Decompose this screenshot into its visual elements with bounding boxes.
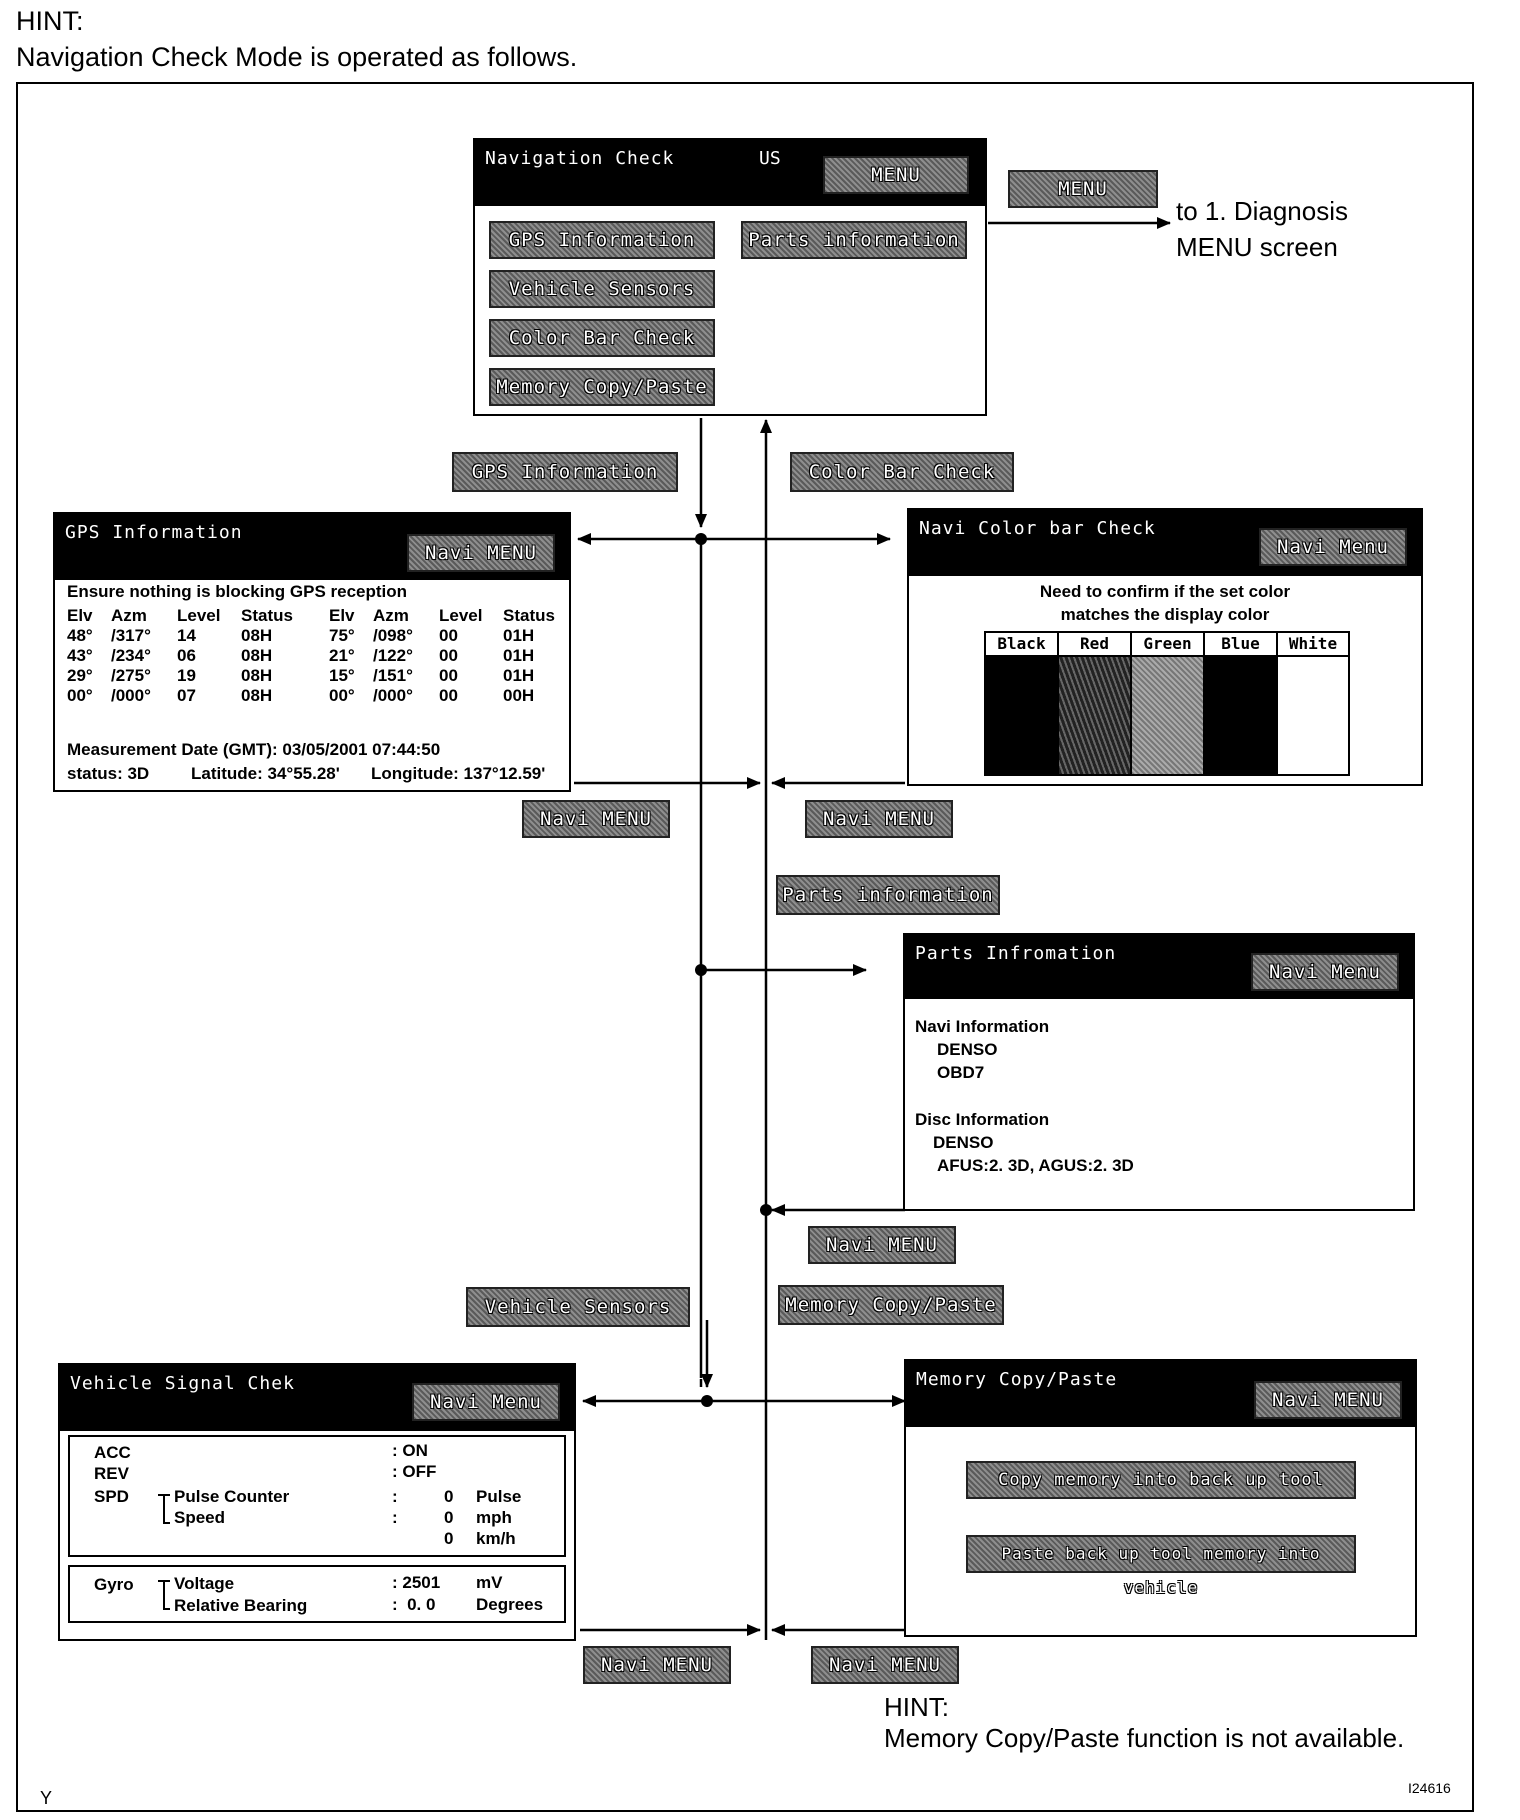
col-header: Status — [241, 606, 293, 625]
cell: 21° — [329, 646, 355, 665]
navi-info-code: OBD7 — [937, 1063, 985, 1082]
color-note-line2: matches the display color — [1060, 605, 1270, 624]
table-row — [63, 686, 559, 706]
signal-box — [68, 1435, 566, 1557]
flow-label-parts-information[interactable]: Parts information — [776, 875, 1000, 915]
hint-label: HINT: — [884, 1692, 949, 1722]
vehicle-sensors-button[interactable]: Vehicle Sensors — [489, 270, 715, 308]
cell: /122° — [373, 646, 413, 665]
pulse-colon: : — [392, 1487, 398, 1506]
table-row — [63, 646, 559, 666]
rev-label: REV — [94, 1464, 129, 1483]
parts-info-body — [915, 1015, 1134, 1177]
col-header: Elv — [67, 606, 93, 625]
screen-title: Parts Infromation — [915, 943, 1117, 964]
flow-label-navi-menu-parts[interactable]: Navi MENU — [808, 1226, 956, 1264]
navi-menu-button[interactable]: Navi MENU — [1254, 1381, 1402, 1419]
cell: 19 — [177, 666, 196, 685]
cell: 00H — [503, 686, 535, 705]
bearing-value: : 0. 0 — [392, 1595, 436, 1614]
cell: 08H — [241, 686, 273, 705]
screen-title: Navi Color bar Check — [919, 518, 1156, 539]
col-header: Level — [439, 606, 483, 625]
menu-target-line2: MENU screen — [1176, 232, 1338, 262]
cell: 43° — [67, 646, 93, 665]
screen-header — [909, 510, 1421, 576]
color-label-black: Black — [986, 633, 1059, 657]
gps-longitude: Longitude: 137°12.59' — [371, 764, 546, 783]
junction-dot — [760, 1204, 772, 1216]
col-header: Elv — [329, 606, 355, 625]
gps-information-button[interactable]: GPS Information — [489, 221, 715, 259]
screen-header — [906, 1361, 1415, 1427]
paste-memory-button[interactable]: Paste back up tool memory into vehicle — [966, 1535, 1356, 1573]
flow-menu-button[interactable]: MENU — [1008, 170, 1158, 208]
disc-info-version: AFUS:2. 3D, AGUS:2. 3D — [937, 1156, 1134, 1175]
screen-header — [60, 1365, 574, 1431]
cell: 14 — [177, 626, 196, 645]
color-swatch-green — [1132, 657, 1205, 774]
color-label-blue: Blue — [1205, 633, 1278, 657]
cell: 75° — [329, 626, 355, 645]
flow-label-color-bar-check[interactable]: Color Bar Check — [790, 452, 1014, 492]
hint-text: Memory Copy/Paste function is not available. — [884, 1723, 1405, 1753]
bracket-icon — [156, 1579, 172, 1613]
voltage-value: : 2501 — [392, 1573, 441, 1592]
gps-information-screen — [53, 512, 571, 792]
cell: 00 — [439, 626, 458, 645]
parts-information-button[interactable]: Parts information — [741, 221, 967, 259]
parts-information-screen — [903, 933, 1415, 1211]
table-header-row — [63, 606, 559, 626]
gyro-label: Gyro — [94, 1575, 134, 1594]
cell: 06 — [177, 646, 196, 665]
bottom-hint — [884, 1692, 1404, 1754]
cell: 08H — [241, 666, 273, 685]
cell: 01H — [503, 666, 535, 685]
pulse-counter-label: Pulse Counter — [174, 1487, 290, 1506]
disc-info-maker: DENSO — [933, 1133, 994, 1152]
navi-info-heading: Navi Information — [915, 1017, 1050, 1036]
cell: /098° — [373, 626, 413, 645]
table-row — [63, 666, 559, 686]
disc-info-heading: Disc Information — [915, 1110, 1050, 1129]
menu-button[interactable]: MENU — [823, 156, 969, 194]
screen-header — [475, 140, 985, 206]
flow-label-vehicle-sensors[interactable]: Vehicle Sensors — [466, 1287, 690, 1327]
region-label: US — [759, 148, 781, 169]
color-note — [909, 580, 1421, 626]
color-swatch-blue — [1205, 657, 1278, 774]
cell: /234° — [111, 646, 151, 665]
cell: 07 — [177, 686, 196, 705]
bearing-unit: Degrees — [476, 1595, 544, 1614]
color-label-red: Red — [1059, 633, 1132, 657]
cell: 00° — [329, 686, 355, 705]
gyro-box — [68, 1565, 566, 1623]
flow-label-memory-copy-paste[interactable]: Memory Copy/Paste — [778, 1285, 1004, 1325]
screen-header — [905, 935, 1413, 999]
cell: 01H — [503, 646, 535, 665]
vehicle-signal-check-screen — [58, 1363, 576, 1641]
flow-label-navi-menu-memory[interactable]: Navi MENU — [811, 1646, 959, 1684]
navi-menu-button[interactable]: Navi Menu — [1251, 953, 1399, 991]
navi-info-maker: DENSO — [937, 1040, 998, 1059]
menu-target-line1: to 1. Diagnosis — [1176, 196, 1348, 226]
figure-id: I24616 — [1408, 1780, 1451, 1796]
bearing-label: Relative Bearing — [174, 1596, 308, 1615]
bracket-icon — [156, 1493, 172, 1527]
screen-header — [55, 514, 569, 580]
speed-value-mph: 0 — [444, 1508, 454, 1527]
cell: 00° — [67, 686, 93, 705]
col-header: Status — [503, 606, 555, 625]
screen-title: Navigation Check — [485, 148, 675, 169]
cell: 01H — [503, 626, 535, 645]
color-label-green: Green — [1132, 633, 1205, 657]
col-header: Level — [177, 606, 221, 625]
measurement-date: Measurement Date (GMT): 03/05/2001 07:44:50 — [67, 740, 441, 759]
color-bar-grid — [984, 631, 1350, 776]
color-swatch-red — [1059, 657, 1132, 774]
navi-menu-button[interactable]: Navi Menu — [412, 1383, 560, 1421]
navigation-check-screen — [473, 138, 987, 416]
color-swatch-black — [986, 657, 1059, 774]
color-note-line1: Need to confirm if the set color — [1039, 582, 1291, 601]
menu-target-text — [1176, 193, 1348, 265]
junction-dot — [695, 964, 707, 976]
col-header: Azm — [373, 606, 409, 625]
hint-label: HINT: — [16, 6, 84, 36]
cell: 08H — [241, 626, 273, 645]
cell: /000° — [373, 686, 413, 705]
cell: 00 — [439, 686, 458, 705]
gps-note: Ensure nothing is blocking GPS reception — [67, 582, 408, 601]
speed-label: Speed — [174, 1508, 226, 1527]
cell: 00 — [439, 646, 458, 665]
screen-title: GPS Information — [65, 522, 243, 543]
cell: /317° — [111, 626, 151, 645]
junction-dot — [701, 1395, 713, 1407]
gps-latitude: Latitude: 34°55.28' — [191, 764, 340, 783]
speed-colon: : — [392, 1508, 398, 1527]
table-row — [63, 626, 559, 646]
satellite-table — [63, 606, 559, 706]
hint-text: Navigation Check Mode is operated as follows. — [16, 42, 578, 72]
cell: /000° — [111, 686, 151, 705]
cell: 29° — [67, 666, 93, 685]
color-bar-check-button[interactable]: Color Bar Check — [489, 319, 715, 357]
memory-copy-paste-screen — [904, 1359, 1417, 1637]
acc-value: : ON — [392, 1441, 428, 1460]
navi-menu-button[interactable]: Navi MENU — [407, 534, 555, 572]
voltage-label: Voltage — [174, 1574, 235, 1593]
color-swatch-white — [1278, 657, 1348, 774]
flow-label-gps-information[interactable]: GPS Information — [452, 452, 678, 492]
screen-title: Memory Copy/Paste — [916, 1369, 1118, 1390]
navi-menu-button[interactable]: Navi Menu — [1259, 528, 1407, 566]
junction-dot — [695, 533, 707, 545]
speed-unit-kmh: km/h — [476, 1529, 516, 1548]
cell: 00 — [439, 666, 458, 685]
speed-value-kmh: 0 — [444, 1529, 454, 1548]
memory-copy-paste-button[interactable]: Memory Copy/Paste — [489, 368, 715, 406]
cell: 08H — [241, 646, 273, 665]
screen-title: Vehicle Signal Chek — [70, 1373, 295, 1394]
rev-value: : OFF — [392, 1462, 437, 1481]
cell: 48° — [67, 626, 93, 645]
corner-mark: Y — [40, 1788, 53, 1808]
color-label-white: White — [1278, 633, 1348, 657]
col-header: Azm — [111, 606, 147, 625]
pulse-value: 0 — [444, 1487, 454, 1506]
copy-memory-button[interactable]: Copy memory into back up tool — [966, 1461, 1356, 1499]
spd-label: SPD — [94, 1487, 129, 1506]
color-bar-check-screen — [907, 508, 1423, 786]
gps-status: status: 3D — [67, 764, 150, 783]
pulse-unit: Pulse — [476, 1487, 522, 1506]
cell: 15° — [329, 666, 355, 685]
cell: /151° — [373, 666, 413, 685]
flow-label-navi-menu-vehicle[interactable]: Navi MENU — [583, 1646, 731, 1684]
speed-unit-mph: mph — [476, 1508, 512, 1527]
voltage-unit: mV — [476, 1573, 503, 1592]
cell: /275° — [111, 666, 151, 685]
flow-label-navi-menu-color[interactable]: Navi MENU — [805, 800, 953, 838]
flow-label-navi-menu-gps[interactable]: Navi MENU — [522, 800, 670, 838]
acc-label: ACC — [94, 1443, 131, 1462]
